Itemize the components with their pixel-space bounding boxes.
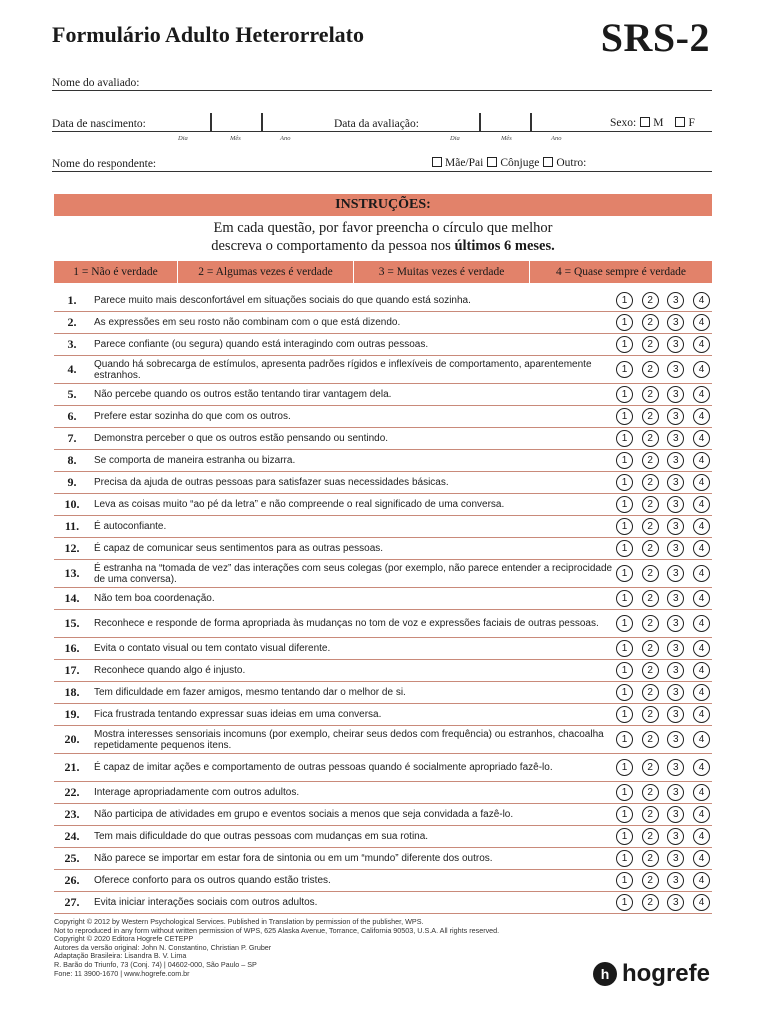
answer-circle-4[interactable]: 4 xyxy=(693,496,710,513)
question-row xyxy=(54,538,712,560)
answer-circle-2[interactable]: 2 xyxy=(642,640,659,657)
sex-m-checkbox[interactable] xyxy=(640,117,650,127)
question-row xyxy=(54,848,712,870)
instructions-line2-wrap xyxy=(54,237,712,255)
answer-circle-4[interactable]: 4 xyxy=(693,872,710,889)
answer-options xyxy=(616,565,712,582)
answer-options xyxy=(616,684,712,701)
question-number: 19. xyxy=(64,707,80,721)
question-row xyxy=(54,638,712,660)
answer-circle-3[interactable]: 3 xyxy=(667,872,684,889)
answer-circle-3[interactable]: 3 xyxy=(667,894,684,911)
answer-circle-1[interactable]: 1 xyxy=(616,590,633,607)
answer-circle-3[interactable]: 3 xyxy=(667,292,684,309)
question-text: Interage apropriadamente com outros adultos. xyxy=(94,787,300,798)
question-row xyxy=(54,660,712,682)
answer-options xyxy=(616,452,712,469)
question-text: Demonstra perceber o que os outros estão pensando ou sentindo. xyxy=(94,433,389,444)
year-sub: Ano xyxy=(551,135,562,142)
answer-circle-1[interactable]: 1 xyxy=(616,615,633,632)
question-row xyxy=(54,516,712,538)
question-row xyxy=(54,782,712,804)
question-number: 15. xyxy=(64,616,80,630)
answer-circle-2[interactable]: 2 xyxy=(642,386,659,403)
answer-circle-4[interactable]: 4 xyxy=(693,336,710,353)
instructions-heading: INSTRUÇÕES: xyxy=(54,194,712,216)
answer-circle-3[interactable]: 3 xyxy=(667,759,684,776)
question-number: 16. xyxy=(64,641,80,655)
year-sub: Ano xyxy=(280,135,291,142)
answer-circle-4[interactable]: 4 xyxy=(693,518,710,535)
answer-circle-4[interactable]: 4 xyxy=(693,731,710,748)
question-row xyxy=(54,472,712,494)
instructions-emphasis: últimos 6 meses. xyxy=(454,238,555,254)
answer-circle-2[interactable]: 2 xyxy=(642,474,659,491)
instructions-line2: descreva o comportamento da pessoa nos xyxy=(211,238,451,254)
answer-options xyxy=(616,784,712,801)
sex-label: Sexo: xyxy=(610,117,637,129)
answer-circle-4[interactable]: 4 xyxy=(693,684,710,701)
question-number: 14. xyxy=(64,591,80,605)
question-list xyxy=(54,290,712,914)
answer-circle-2[interactable]: 2 xyxy=(642,784,659,801)
question-number: 12. xyxy=(64,541,80,555)
answer-circle-1[interactable]: 1 xyxy=(616,386,633,403)
answer-circle-4[interactable]: 4 xyxy=(693,292,710,309)
question-text: Não percebe quando os outros estão tentando tirar vantagem dela. xyxy=(94,389,392,400)
answer-circle-3[interactable]: 3 xyxy=(667,314,684,331)
answer-circle-4[interactable]: 4 xyxy=(693,806,710,823)
answer-circle-1[interactable]: 1 xyxy=(616,784,633,801)
hogrefe-logo xyxy=(593,960,710,988)
question-text: É capaz de imitar ações e comportamento de outras pessoas quando é socialmente apropriado fazê-lo. xyxy=(94,762,553,773)
question-text: Precisa da ajuda de outras pessoas para satisfazer suas necessidades básicas. xyxy=(94,477,449,488)
answer-circle-4[interactable]: 4 xyxy=(693,615,710,632)
form-code: SRS-2 xyxy=(600,15,710,60)
hogrefe-logo-icon: h xyxy=(593,962,617,986)
question-row xyxy=(54,682,712,704)
answer-circle-2[interactable]: 2 xyxy=(642,850,659,867)
answer-circle-4[interactable]: 4 xyxy=(693,474,710,491)
question-row xyxy=(54,870,712,892)
answer-circle-4[interactable]: 4 xyxy=(693,565,710,582)
answer-circle-2[interactable]: 2 xyxy=(642,731,659,748)
divider xyxy=(530,113,532,131)
question-number: 20. xyxy=(64,732,80,746)
answer-circle-1[interactable]: 1 xyxy=(616,474,633,491)
answer-circle-2[interactable]: 2 xyxy=(642,684,659,701)
divider xyxy=(261,113,263,131)
answer-circle-3[interactable]: 3 xyxy=(667,784,684,801)
answer-options xyxy=(616,314,712,331)
answer-options xyxy=(616,731,712,748)
answer-circle-1[interactable]: 1 xyxy=(616,518,633,535)
answer-circle-3[interactable]: 3 xyxy=(667,640,684,657)
answer-circle-4[interactable]: 4 xyxy=(693,540,710,557)
answer-options xyxy=(616,430,712,447)
sex-f-label: F xyxy=(688,117,695,129)
month-sub: Mês xyxy=(501,135,512,142)
answer-circle-1[interactable]: 1 xyxy=(616,706,633,723)
answer-circle-3[interactable]: 3 xyxy=(667,386,684,403)
question-text: Leva as coisas muito “ao pé da letra” e não compreende o real significado de uma conversa. xyxy=(94,499,505,510)
answer-circle-2[interactable]: 2 xyxy=(642,292,659,309)
question-text: É estranha na “tomada de vez” das interações com seus colegas (por exemplo, não parece entender a reciprocidade de uma conversa). xyxy=(94,562,613,585)
answer-circle-4[interactable]: 4 xyxy=(693,408,710,425)
day-sub: Dia xyxy=(450,135,460,142)
answer-circle-4[interactable]: 4 xyxy=(693,759,710,776)
answer-circle-3[interactable]: 3 xyxy=(667,361,684,378)
question-row xyxy=(54,704,712,726)
answer-options xyxy=(616,386,712,403)
question-number: 26. xyxy=(64,873,80,887)
question-text: Reconhece e responde de forma apropriada às mudanças no tom de voz e expressões faciais de outras pessoas. xyxy=(94,618,599,629)
answer-circle-4[interactable]: 4 xyxy=(693,590,710,607)
other-label: Outro: xyxy=(556,157,587,169)
answer-circle-4[interactable]: 4 xyxy=(693,662,710,679)
question-row xyxy=(54,428,712,450)
question-number: 25. xyxy=(64,851,80,865)
scale-legend xyxy=(54,261,712,283)
question-text: Parece confiante (ou segura) quando está interagindo com outras pessoas. xyxy=(94,339,429,350)
question-number: 4. xyxy=(67,362,77,376)
answer-circle-3[interactable]: 3 xyxy=(667,731,684,748)
answer-circle-3[interactable]: 3 xyxy=(667,336,684,353)
question-row xyxy=(54,804,712,826)
answer-circle-3[interactable]: 3 xyxy=(667,430,684,447)
question-text: É capaz de comunicar seus sentimentos para as outras pessoas. xyxy=(94,543,384,554)
respondent-options xyxy=(428,157,586,169)
answer-circle-3[interactable]: 3 xyxy=(667,590,684,607)
answer-circle-3[interactable]: 3 xyxy=(667,565,684,582)
answer-circle-2[interactable]: 2 xyxy=(642,759,659,776)
copyright-line: Autores da versão original: John N. Constantino, Christian P. Gruber xyxy=(54,942,272,952)
answer-options xyxy=(616,518,712,535)
answer-circle-1[interactable]: 1 xyxy=(616,872,633,889)
answer-circle-1[interactable]: 1 xyxy=(616,496,633,513)
answer-circle-2[interactable]: 2 xyxy=(642,540,659,557)
answer-circle-3[interactable]: 3 xyxy=(667,496,684,513)
answer-circle-4[interactable]: 4 xyxy=(693,452,710,469)
question-number: 5. xyxy=(67,387,77,401)
answer-circle-2[interactable]: 2 xyxy=(642,894,659,911)
answer-circle-1[interactable]: 1 xyxy=(616,361,633,378)
question-number: 10. xyxy=(64,497,80,511)
question-row xyxy=(54,610,712,638)
answer-circle-2[interactable]: 2 xyxy=(642,828,659,845)
question-text: Tem dificuldade em fazer amigos, mesmo tentando dar o melhor de si. xyxy=(94,687,406,698)
question-number: 27. xyxy=(64,895,80,909)
parent-checkbox[interactable] xyxy=(432,157,442,167)
answer-options xyxy=(616,640,712,657)
evaluee-name-field[interactable] xyxy=(52,90,712,91)
scale-3: 3 = Muitas vezes é verdade xyxy=(354,261,530,283)
question-text: Mostra interesses sensoriais incomuns (por exemplo, cheirar seus dedos com frequência) ou estranhos, chacoalha repetidamente pequenos itens. xyxy=(94,728,604,751)
scale-1: 1 = Não é verdade xyxy=(54,261,178,283)
question-number: 13. xyxy=(64,566,80,580)
question-row xyxy=(54,290,712,312)
day-sub: Dia xyxy=(178,135,188,142)
question-text: Oferece conforto para os outros quando estão tristes. xyxy=(94,875,331,886)
question-row xyxy=(54,588,712,610)
answer-options xyxy=(616,850,712,867)
question-number: 3. xyxy=(67,337,77,351)
answer-circle-1[interactable]: 1 xyxy=(616,430,633,447)
answer-circle-1[interactable]: 1 xyxy=(616,731,633,748)
answer-circle-3[interactable]: 3 xyxy=(667,684,684,701)
question-text: As expressões em seu rosto não combinam com o que está dizendo. xyxy=(94,317,401,328)
answer-circle-2[interactable]: 2 xyxy=(642,872,659,889)
parent-label: Mãe/Pai xyxy=(445,157,484,169)
divider xyxy=(479,113,481,131)
instructions-line1: Em cada questão, por favor preencha o círculo que melhor xyxy=(213,220,553,236)
question-text: Evita iniciar interações sociais com outros adultos. xyxy=(94,897,318,908)
question-row xyxy=(54,754,712,782)
answer-circle-3[interactable]: 3 xyxy=(667,850,684,867)
answer-circle-4[interactable]: 4 xyxy=(693,706,710,723)
answer-circle-2[interactable]: 2 xyxy=(642,496,659,513)
answer-circle-2[interactable]: 2 xyxy=(642,662,659,679)
copyright-line: Not to reproduced in any form without written permission of WPS, 625 Alaska Avenue, Torrance, California 90503, U.S.A. All rights reserved. xyxy=(54,925,500,935)
answer-options xyxy=(616,759,712,776)
answer-circle-2[interactable]: 2 xyxy=(642,361,659,378)
sex-f-checkbox[interactable] xyxy=(675,117,685,127)
answer-circle-2[interactable]: 2 xyxy=(642,314,659,331)
question-text: Se comporta de maneira estranha ou bizarra. xyxy=(94,455,296,466)
spouse-checkbox[interactable] xyxy=(487,157,497,167)
question-row xyxy=(54,334,712,356)
question-number: 8. xyxy=(67,453,77,467)
copyright-line: R. Barão do Triunfo, 73 (Conj. 74) | 04602-000, São Paulo – SP xyxy=(54,959,257,969)
answer-options xyxy=(616,540,712,557)
answer-options xyxy=(616,894,712,911)
question-number: 21. xyxy=(64,760,80,774)
answer-circle-1[interactable]: 1 xyxy=(616,806,633,823)
scale-4: 4 = Quase sempre é verdade xyxy=(555,266,687,278)
question-row xyxy=(54,450,712,472)
answer-options xyxy=(616,662,712,679)
answer-circle-2[interactable]: 2 xyxy=(642,590,659,607)
form-title: Formulário Adulto Heterorrelato xyxy=(52,22,365,47)
question-number: 24. xyxy=(64,829,80,843)
answer-circle-1[interactable]: 1 xyxy=(616,850,633,867)
question-row xyxy=(54,406,712,428)
answer-circle-3[interactable]: 3 xyxy=(667,540,684,557)
answer-options xyxy=(616,590,712,607)
question-number: 23. xyxy=(64,807,80,821)
answer-circle-3[interactable]: 3 xyxy=(667,408,684,425)
answer-circle-1[interactable]: 1 xyxy=(616,684,633,701)
answer-circle-3[interactable]: 3 xyxy=(667,806,684,823)
answer-circle-1[interactable]: 1 xyxy=(616,336,633,353)
divider xyxy=(210,113,212,131)
answer-circle-4[interactable]: 4 xyxy=(693,640,710,657)
answer-circle-1[interactable]: 1 xyxy=(616,759,633,776)
date-line xyxy=(52,131,712,132)
eval-date-label: Data da avaliação: xyxy=(334,118,419,130)
copyright-line: Adaptação Brasileira: Lisandra B. V. Lima xyxy=(54,951,187,961)
respondent-label: Nome do respondente: xyxy=(52,158,157,170)
copyright-line: Copyright © 2020 Editora Hogrefe CETEPP xyxy=(54,934,194,944)
answer-circle-2[interactable]: 2 xyxy=(642,806,659,823)
question-text: Fica frustrada tentando expressar suas ideias em uma conversa. xyxy=(94,709,382,720)
question-number: 22. xyxy=(64,785,80,799)
answer-circle-3[interactable]: 3 xyxy=(667,706,684,723)
question-text: Prefere estar sozinha do que com os outros. xyxy=(94,411,291,422)
answer-circle-1[interactable]: 1 xyxy=(616,662,633,679)
answer-circle-2[interactable]: 2 xyxy=(642,518,659,535)
question-text: Reconhece quando algo é injusto. xyxy=(94,665,246,676)
answer-circle-2[interactable]: 2 xyxy=(642,408,659,425)
answer-circle-1[interactable]: 1 xyxy=(616,292,633,309)
hogrefe-logo-text: hogrefe xyxy=(621,960,710,987)
question-row xyxy=(54,892,712,914)
answer-options xyxy=(616,292,712,309)
copyright-block xyxy=(54,918,499,978)
answer-circle-3[interactable]: 3 xyxy=(667,662,684,679)
answer-circle-4[interactable]: 4 xyxy=(693,314,710,331)
question-row xyxy=(54,560,712,588)
answer-circle-4[interactable]: 4 xyxy=(693,894,710,911)
answer-circle-1[interactable]: 1 xyxy=(616,894,633,911)
question-number: 6. xyxy=(67,409,77,423)
answer-options xyxy=(616,408,712,425)
birth-date-label: Data de nascimento: xyxy=(52,118,146,130)
question-text: É autoconfiante. xyxy=(94,521,167,532)
question-text: Evita o contato visual ou tem contato visual diferente. xyxy=(94,643,331,654)
other-checkbox[interactable] xyxy=(543,157,553,167)
question-row xyxy=(54,826,712,848)
question-row xyxy=(54,726,712,754)
answer-circle-3[interactable]: 3 xyxy=(667,828,684,845)
question-number: 9. xyxy=(67,475,77,489)
instructions-text xyxy=(54,219,712,255)
answer-circle-1[interactable]: 1 xyxy=(616,828,633,845)
question-number: 2. xyxy=(67,315,77,329)
question-row xyxy=(54,312,712,334)
answer-circle-3[interactable]: 3 xyxy=(667,452,684,469)
question-text: Não tem boa coordenação. xyxy=(94,593,215,604)
sex-m-label: M xyxy=(653,117,664,129)
answer-circle-4[interactable]: 4 xyxy=(693,386,710,403)
answer-circle-2[interactable]: 2 xyxy=(642,565,659,582)
copyright-line: Copyright © 2012 by Western Psychological Services. Published in Translation by permission of the publisher, WPS. xyxy=(54,917,424,926)
answer-options xyxy=(616,496,712,513)
answer-circle-2[interactable]: 2 xyxy=(642,336,659,353)
answer-circle-4[interactable]: 4 xyxy=(693,430,710,447)
answer-circle-3[interactable]: 3 xyxy=(667,615,684,632)
answer-options xyxy=(616,615,712,632)
question-row xyxy=(54,494,712,516)
spouse-label: Cônjuge xyxy=(500,157,540,169)
answer-circle-1[interactable]: 1 xyxy=(616,452,633,469)
question-number: 11. xyxy=(64,519,80,533)
question-number: 7. xyxy=(67,431,77,445)
answer-circle-2[interactable]: 2 xyxy=(642,615,659,632)
answer-options xyxy=(616,474,712,491)
answer-circle-4[interactable]: 4 xyxy=(693,850,710,867)
question-text: Tem mais dificuldade do que outras pessoas com mudanças em sua rotina. xyxy=(94,831,429,842)
answer-circle-2[interactable]: 2 xyxy=(642,430,659,447)
question-row xyxy=(54,384,712,406)
question-number: 18. xyxy=(64,685,80,699)
answer-circle-3[interactable]: 3 xyxy=(667,474,684,491)
question-number: 17. xyxy=(64,663,80,677)
answer-options xyxy=(616,361,712,378)
question-text: Parece muito mais desconfortável em situações sociais do que quando está sozinha. xyxy=(94,295,471,306)
answer-circle-2[interactable]: 2 xyxy=(642,706,659,723)
answer-circle-1[interactable]: 1 xyxy=(616,565,633,582)
answer-circle-1[interactable]: 1 xyxy=(616,540,633,557)
answer-options xyxy=(616,828,712,845)
evaluee-name-label: Nome do avaliado: xyxy=(52,77,140,89)
answer-options xyxy=(616,872,712,889)
answer-circle-4[interactable]: 4 xyxy=(693,361,710,378)
answer-circle-4[interactable]: 4 xyxy=(693,828,710,845)
question-text: Não participa de atividades em grupo e eventos sociais a menos que seja convidada a fazê-lo. xyxy=(94,809,514,820)
scale-2: 2 = Algumas vezes é verdade xyxy=(178,261,354,283)
question-number: 1. xyxy=(67,293,77,307)
answer-options xyxy=(616,706,712,723)
question-row xyxy=(54,356,712,384)
answer-circle-1[interactable]: 1 xyxy=(616,640,633,657)
answer-options xyxy=(616,336,712,353)
question-text: Quando há sobrecarga de estímulos, apresenta padrões rígidos e inflexíveis de comportamento, aparentemente estranhos. xyxy=(94,358,592,381)
copyright-line: Fone: 11 3900-1670 | www.hogrefe.com.br xyxy=(54,968,190,978)
answer-circle-1[interactable]: 1 xyxy=(616,408,633,425)
sex-field xyxy=(610,117,695,129)
answer-circle-2[interactable]: 2 xyxy=(642,452,659,469)
answer-options xyxy=(616,806,712,823)
answer-circle-3[interactable]: 3 xyxy=(667,518,684,535)
question-text: Não parece se importar em estar fora de sintonia ou em um “mundo” diferente dos outros. xyxy=(94,853,493,864)
respondent-field[interactable] xyxy=(52,171,712,172)
answer-circle-4[interactable]: 4 xyxy=(693,784,710,801)
month-sub: Mês xyxy=(230,135,241,142)
answer-circle-1[interactable]: 1 xyxy=(616,314,633,331)
